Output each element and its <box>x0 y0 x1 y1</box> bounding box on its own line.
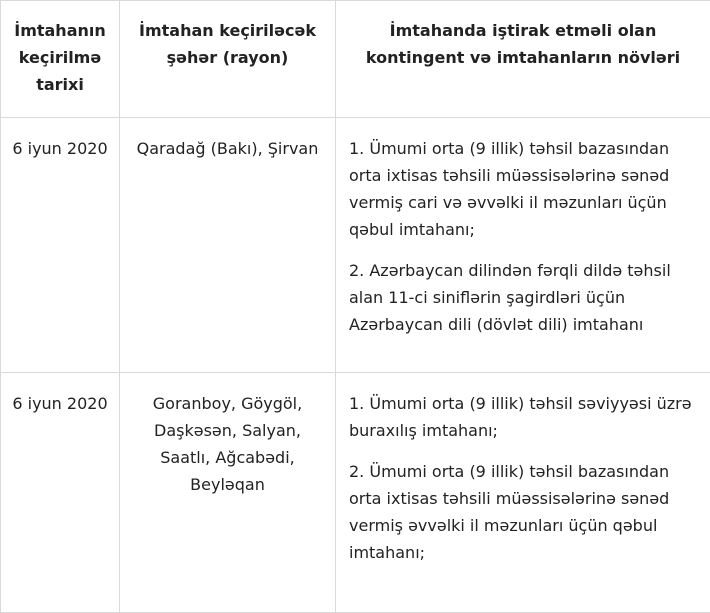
cell-city: Qaradağ (Bakı), Şirvan <box>120 118 336 373</box>
cell-date: 6 iyun 2020 <box>1 373 120 613</box>
header-date: İmtahanın keçirilmə tarixi <box>1 1 120 118</box>
cell-exams <box>336 118 710 373</box>
cell-exams <box>336 373 710 613</box>
header-contingent: İmtahanda iştirak etməli olan kontingent və imtahanların növləri <box>336 1 710 118</box>
exam-item: 2. Azərbaycan dilindən fərqli dildə təhsil alan 11-ci siniflərin şagirdləri üçün Azərbaycan dili (dövlət dili) imtahanı <box>349 257 702 338</box>
table-row <box>1 118 710 373</box>
cell-city: Goranboy, Göygöl, Daşkəsən, Salyan, Saatlı, Ağcabədi, Beyləqan <box>120 373 336 613</box>
exam-item: 2. Ümumi orta (9 illik) təhsil bazasından orta ixtisas təhsili müəssisələrinə sənəd vermiş əvvəlki il məzunları üçün qəbul imtahanı; <box>349 458 702 566</box>
table-body <box>1 118 710 613</box>
exam-item: 1. Ümumi orta (9 illik) təhsil bazasından orta ixtisas təhsili müəssisələrinə sənəd vermiş cari və əvvəlki il məzunları üçün qəbul imtahanı; <box>349 135 702 243</box>
cell-date: 6 iyun 2020 <box>1 118 120 373</box>
table-header <box>1 1 710 118</box>
table-row <box>1 373 710 613</box>
exam-item: 1. Ümumi orta (9 illik) təhsil səviyyəsi üzrə buraxılış imtahanı; <box>349 390 702 444</box>
header-city: İmtahan keçiriləcək şəhər (rayon) <box>120 1 336 118</box>
header-row <box>1 1 710 118</box>
